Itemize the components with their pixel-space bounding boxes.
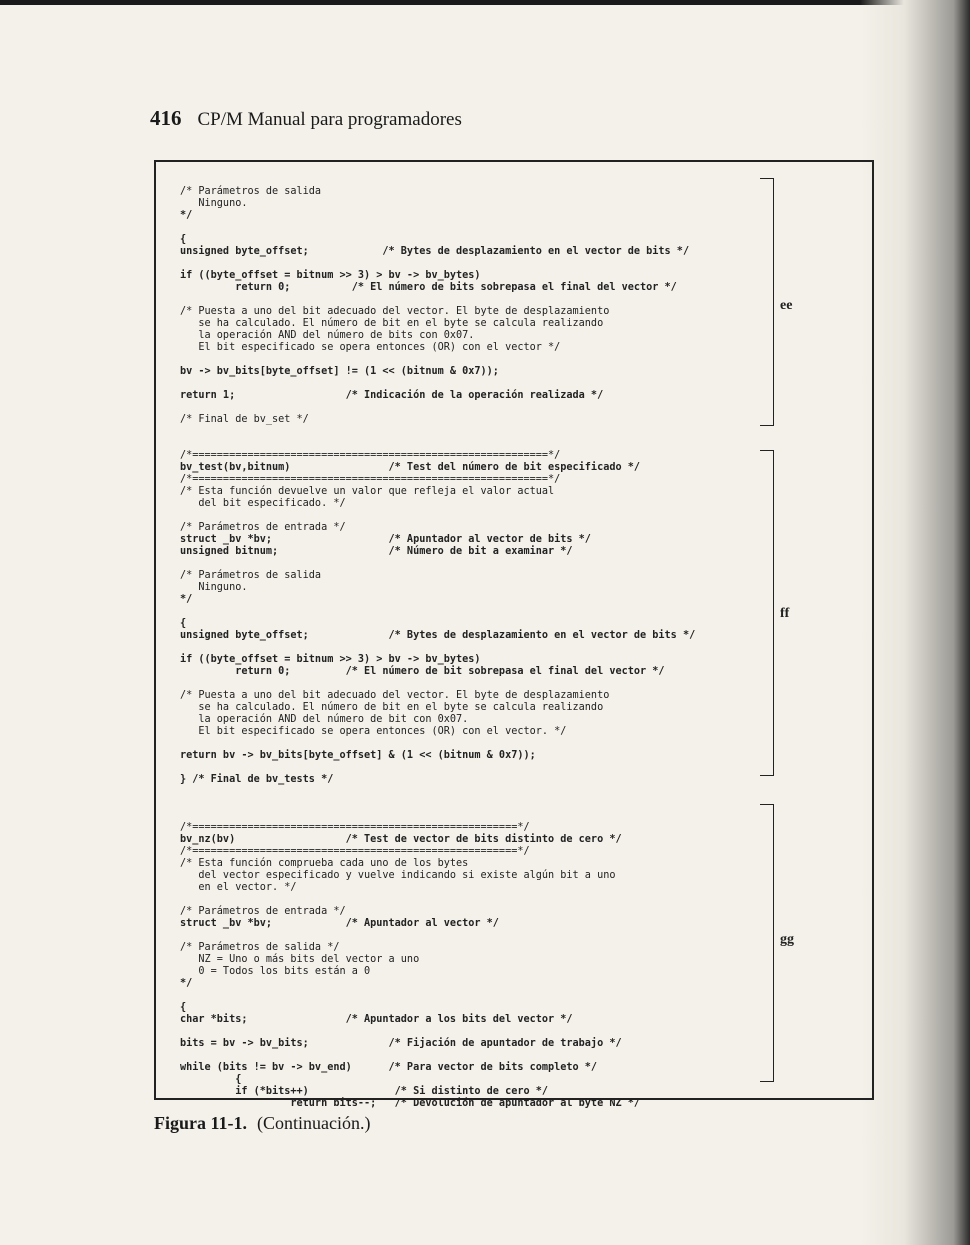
code-line [180, 438, 695, 450]
code-line: { [180, 1074, 242, 1085]
code-line: /* Parámetros de entrada */ [180, 522, 346, 533]
bracket-label-gg: gg [780, 932, 794, 947]
code-line: /*=====================================================*/ [180, 846, 530, 857]
code-line: unsigned bitnum; /* Número de bit a examinar */ [180, 546, 573, 557]
code-line: bits = bv -> bv_bits; /* Fijación de apuntador de trabajo */ [180, 1038, 622, 1049]
code-line: */ [180, 594, 193, 605]
code-line: { [180, 1002, 187, 1013]
code-line: { [180, 234, 187, 245]
code-line [180, 222, 695, 234]
page-header [150, 106, 462, 131]
code-line: del bit especificado. */ [180, 498, 346, 509]
code-line [180, 798, 695, 810]
bracket-label-ff: ff [780, 606, 790, 621]
code-line: bv -> bv_bits[byte_offset] != (1 << (bitnum & 0x7)); [180, 366, 499, 377]
code-line: return bits--; /* Devolución de apuntador al byte NZ */ [180, 1098, 641, 1109]
code-line: /*==========================================================*/ [180, 450, 561, 461]
code-line: while (bits != bv -> bv_end) /* Para vector de bits completo */ [180, 1062, 598, 1073]
code-line: se ha calculado. El número de bit en el byte se calcula realizando [180, 318, 604, 329]
code-listing [180, 186, 695, 1110]
code-line: /* Final de bv_set */ [180, 414, 309, 425]
code-line: NZ = Uno o más bits del vector a uno [180, 954, 420, 965]
code-line [180, 606, 695, 618]
code-line [180, 378, 695, 390]
code-line [180, 510, 695, 522]
code-line [180, 738, 695, 750]
code-line: if ((byte_offset = bitnum >> 3) > bv -> bv_bytes) [180, 654, 481, 665]
page-number: 416 [150, 106, 182, 130]
book-title: CP/M Manual para programadores [197, 109, 462, 130]
code-line [180, 1050, 695, 1062]
code-line: /*==========================================================*/ [180, 474, 561, 485]
code-line: if (*bits++) /* Si distinto de cero */ [180, 1086, 549, 1097]
figure-caption-text: (Continuación.) [257, 1113, 371, 1133]
code-line: /* Puesta a uno del bit adecuado del vector. El byte de desplazamiento [180, 306, 610, 317]
code-line: if ((byte_offset = bitnum >> 3) > bv -> bv_bytes) [180, 270, 481, 281]
code-line: bv_nz(bv) /* Test de vector de bits distinto de cero */ [180, 834, 622, 845]
code-line: struct _bv *bv; /* Apuntador al vector de bits */ [180, 534, 591, 545]
code-line: del vector especificado y vuelve indicando si existe algún bit a uno [180, 870, 616, 881]
figure-caption [154, 1113, 370, 1134]
code-line: Ninguno. [180, 198, 248, 209]
code-line: /* Parámetros de entrada */ [180, 906, 346, 917]
code-line [180, 642, 695, 654]
code-line: unsigned byte_offset; /* Bytes de desplazamiento en el vector de bits */ [180, 246, 690, 257]
figure-label: Figura 11-1. [154, 1113, 247, 1133]
code-line: */ [180, 210, 193, 221]
code-line [180, 258, 695, 270]
code-line [180, 402, 695, 414]
code-line: El bit especificado se opera entonces (OR) con el vector. */ [180, 726, 567, 737]
code-line: /* Puesta a uno del bit adecuado del vector. El byte de desplazamiento [180, 690, 610, 701]
code-line: return 0; /* El número de bit sobrepasa el final del vector */ [180, 666, 665, 677]
code-line [180, 762, 695, 774]
code-line [180, 894, 695, 906]
code-line: return bv -> bv_bits[byte_offset] & (1 << (bitnum & 0x7)); [180, 750, 536, 761]
code-line: struct _bv *bv; /* Apuntador al vector */ [180, 918, 499, 929]
code-line: /* Esta función devuelve un valor que refleja el valor actual [180, 486, 555, 497]
code-line: return 0; /* El número de bits sobrepasa el final del vector */ [180, 282, 677, 293]
code-line: /* Parámetros de salida */ [180, 942, 340, 953]
code-line: unsigned byte_offset; /* Bytes de desplazamiento en el vector de bits */ [180, 630, 696, 641]
code-line [180, 930, 695, 942]
code-line: */ [180, 978, 193, 989]
code-line [180, 786, 695, 798]
code-line: { [180, 618, 187, 629]
page-gutter-shadow [860, 0, 970, 1245]
code-line [180, 558, 695, 570]
code-line: 0 = Todos los bits están a 0 [180, 966, 371, 977]
code-line: en el vector. */ [180, 882, 297, 893]
code-line [180, 354, 695, 366]
code-line [180, 810, 695, 822]
bracket-label-ee: ee [780, 298, 793, 313]
code-line [180, 426, 695, 438]
code-line [180, 990, 695, 1002]
code-line: bv_test(bv,bitnum) /* Test del número de bit especificado */ [180, 462, 641, 473]
code-line: El bit especificado se opera entonces (OR) con el vector */ [180, 342, 561, 353]
bracket-gg [760, 804, 774, 1082]
code-line: } /* Final de bv_tests */ [180, 774, 334, 785]
page-top-edge [0, 0, 970, 5]
code-line: Ninguno. [180, 582, 248, 593]
code-line: /*=====================================================*/ [180, 822, 530, 833]
code-line: la operación AND del número de bits con 0x07. [180, 330, 475, 341]
bracket-ee [760, 178, 774, 426]
code-line [180, 1026, 695, 1038]
code-line: /* Esta función comprueba cada uno de los bytes [180, 858, 469, 869]
code-line: /* Parámetros de salida [180, 570, 322, 581]
code-line [180, 678, 695, 690]
code-line [180, 294, 695, 306]
code-line: se ha calculado. El número de bit en el byte se calcula realizando [180, 702, 604, 713]
code-line: /* Parámetros de salida [180, 186, 322, 197]
code-line: la operación AND del número de bit con 0x07. [180, 714, 469, 725]
bracket-ff [760, 450, 774, 776]
code-line: return 1; /* Indicación de la operación realizada */ [180, 390, 604, 401]
code-line: char *bits; /* Apuntador a los bits del vector */ [180, 1014, 573, 1025]
